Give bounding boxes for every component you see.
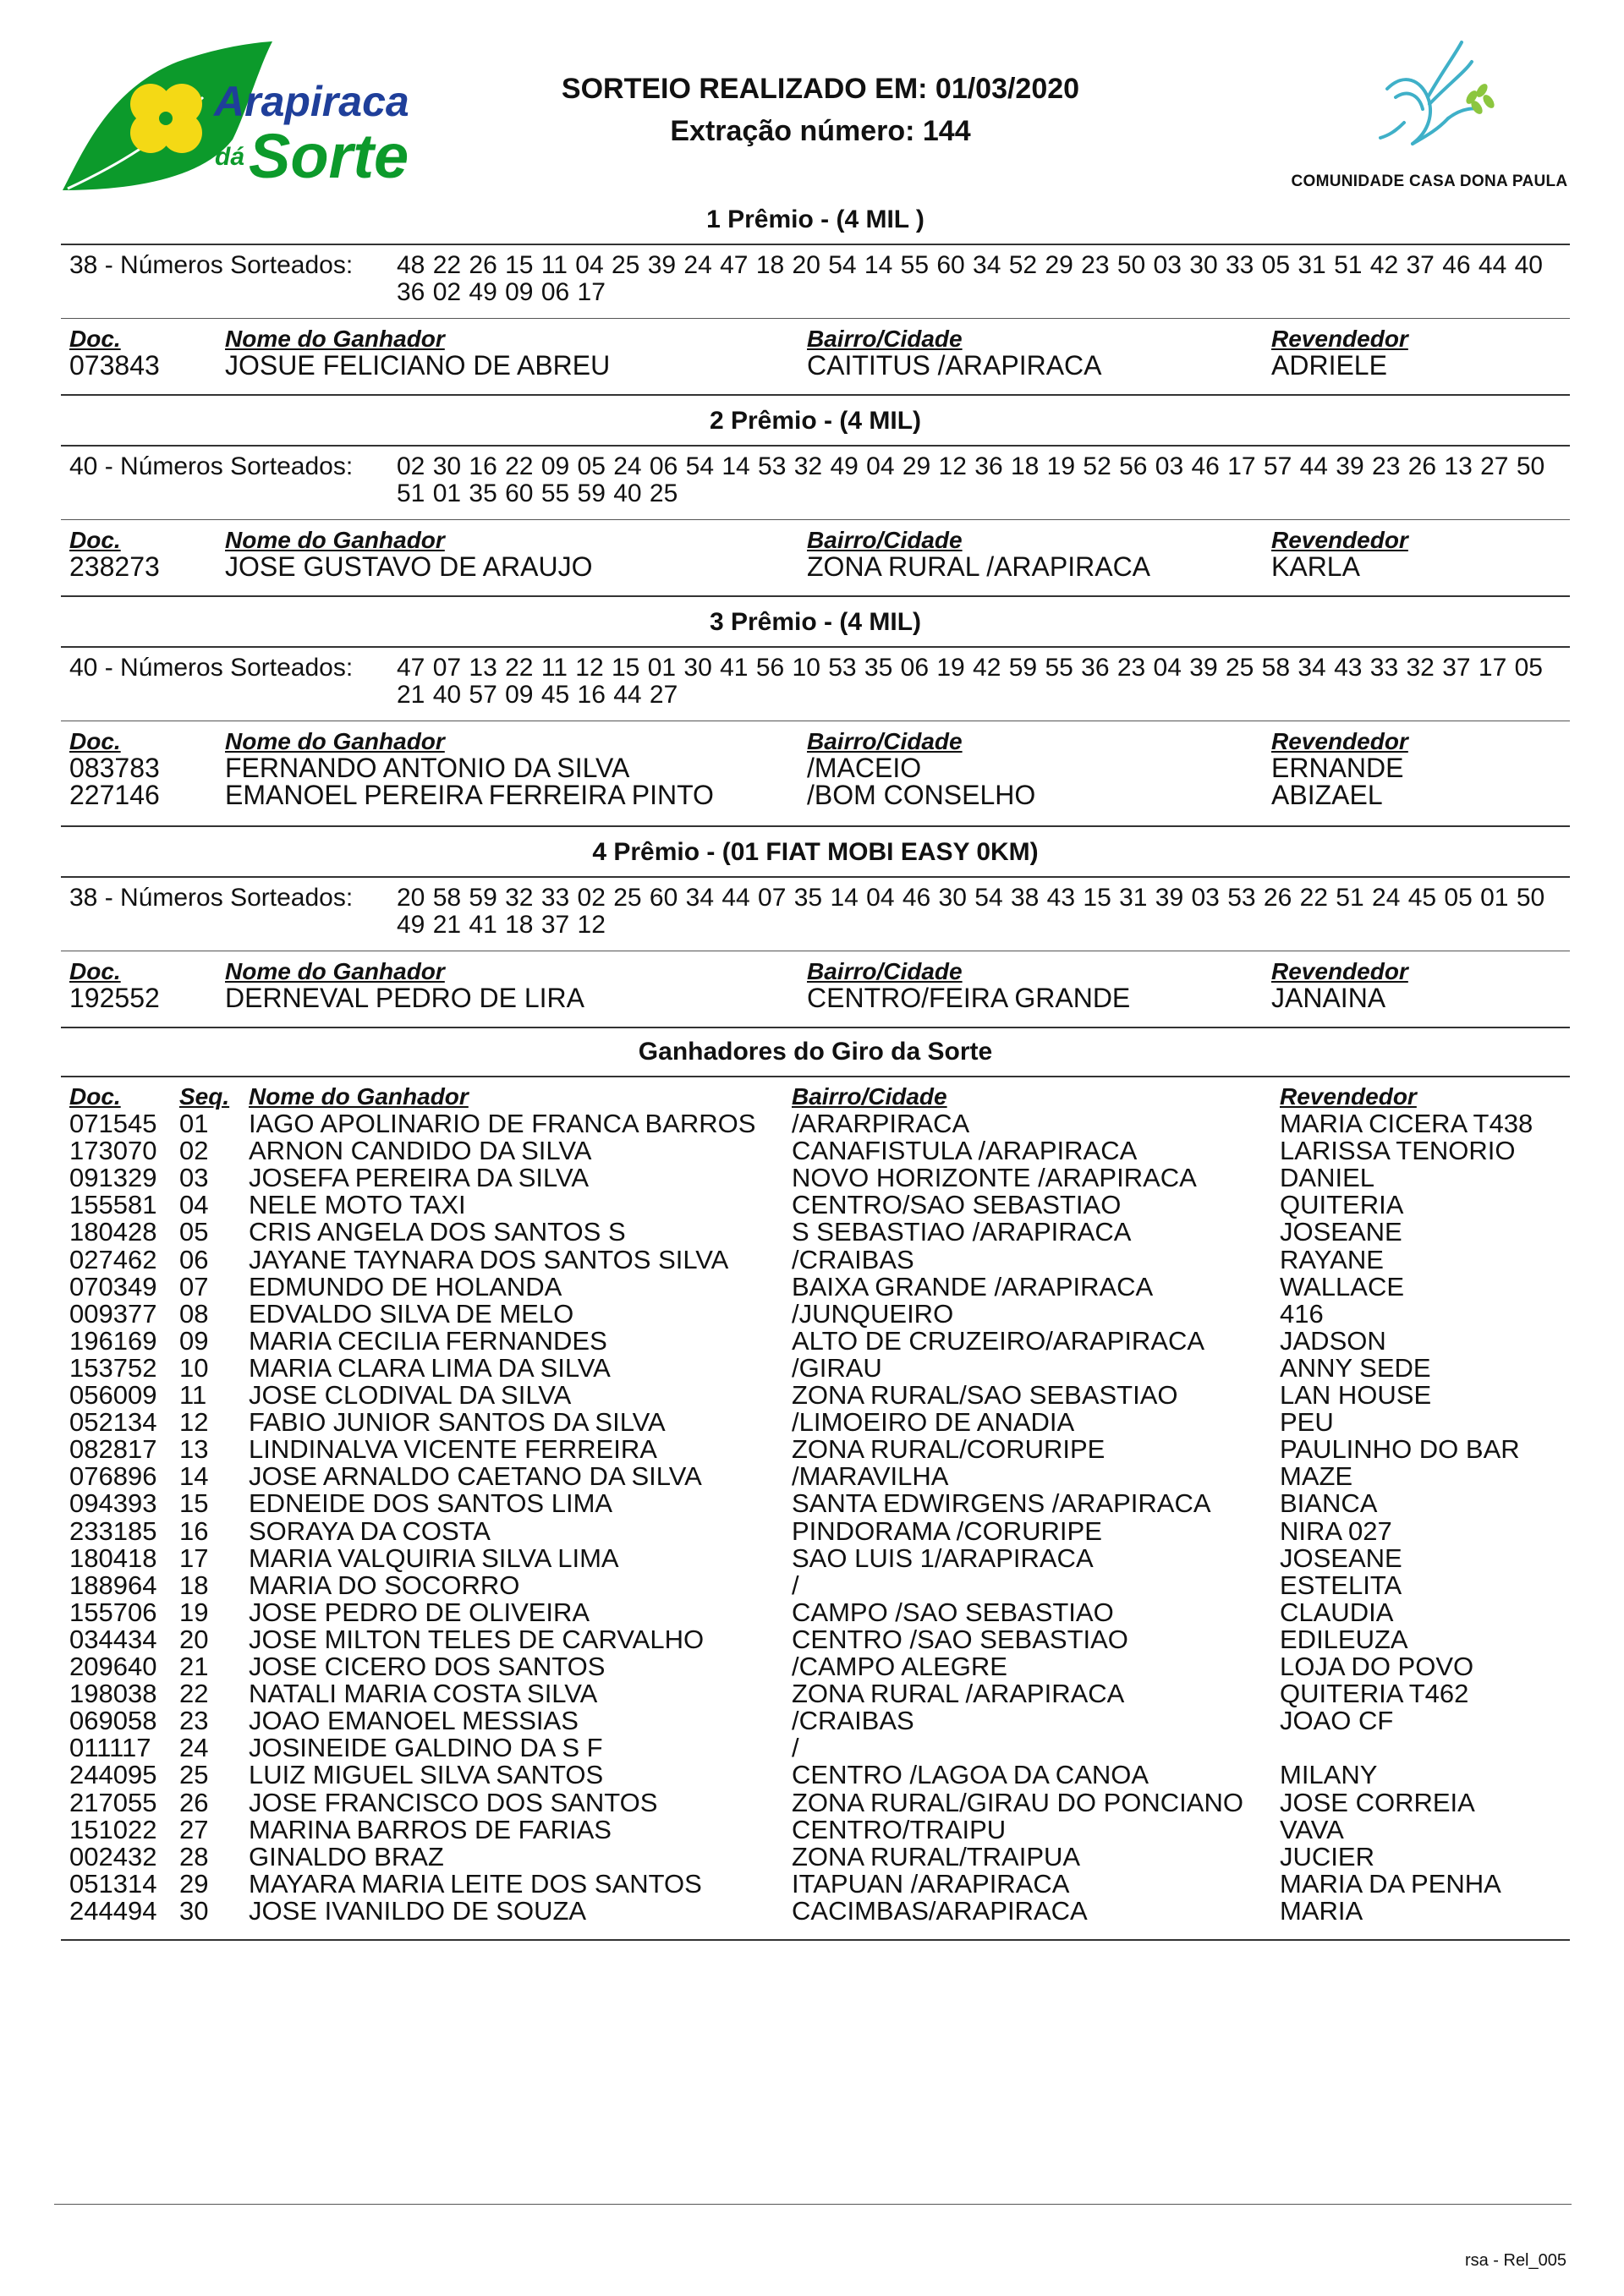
giro-seq: 08 [179, 1299, 209, 1329]
giro-doc: 151022 [69, 1815, 157, 1844]
giro-bairro: ZONA RURAL/TRAIPUA [792, 1842, 1081, 1871]
giro-name: MARIA CLARA LIMA DA SILVA [249, 1353, 611, 1383]
giro-bairro: NOVO HORIZONTE /ARAPIRACA [792, 1163, 1197, 1192]
winner-bairro: ZONA RURAL /ARAPIRACA [807, 551, 1151, 582]
divider [61, 1939, 1570, 1941]
giro-doc: 153752 [69, 1353, 157, 1383]
winner-doc: 192552 [69, 983, 160, 1013]
col-head-bairro: Bairro/Cidade [792, 1083, 947, 1110]
community-name: COMUNIDADE CASA DONA PAULA [1291, 173, 1568, 190]
winner-name: DERNEVAL PEDRO DE LIRA [225, 983, 584, 1013]
numbers-drawn-label: 40 - Números Sorteados: [69, 452, 354, 480]
prize-title: 3 Prêmio - (4 MIL) [709, 608, 922, 636]
winner-bairro: CAITITUS /ARAPIRACA [807, 350, 1102, 381]
arapiraca-da-sorte-logo [59, 38, 414, 199]
giro-name: JOSE FRANCISCO DOS SANTOS [249, 1788, 658, 1817]
giro-bairro: SAO LUIS 1/ARAPIRACA [792, 1543, 1094, 1573]
giro-doc: 196169 [69, 1326, 157, 1356]
giro-name: EDVALDO SILVA DE MELO [249, 1299, 574, 1329]
divider [61, 244, 1570, 245]
col-head-doc: Doc. [69, 958, 121, 984]
giro-revendedor: JOSEANE [1280, 1217, 1402, 1247]
divider [61, 318, 1570, 319]
giro-bairro: /CRAIBAS [792, 1706, 914, 1735]
giro-bairro: / [792, 1733, 799, 1762]
col-head-bairro: Bairro/Cidade [807, 958, 963, 984]
giro-doc: 011117 [69, 1733, 151, 1762]
dove-icon [1370, 38, 1497, 161]
giro-doc: 233185 [69, 1516, 157, 1546]
giro-bairro: CAMPO /SAO SEBASTIAO [792, 1597, 1114, 1627]
winner-revendedor: KARLA [1271, 551, 1360, 582]
col-head-name: Nome do Ganhador [225, 728, 445, 754]
winner-name: EMANOEL PEREIRA FERREIRA PINTO [225, 780, 714, 810]
giro-doc: 069058 [69, 1706, 157, 1735]
giro-seq: 21 [179, 1652, 209, 1681]
giro-bairro: CENTRO /SAO SEBASTIAO [792, 1625, 1128, 1654]
giro-doc: 180418 [69, 1543, 157, 1573]
giro-seq: 01 [179, 1109, 209, 1138]
winner-revendedor: ADRIELE [1271, 350, 1387, 381]
giro-doc: 051314 [69, 1869, 157, 1899]
giro-name: GINALDO BRAZ [249, 1842, 444, 1871]
giro-name: MARIA VALQUIRIA SILVA LIMA [249, 1543, 619, 1573]
giro-revendedor: EDILEUZA [1280, 1625, 1408, 1654]
giro-name: ARNON CANDIDO DA SILVA [249, 1136, 592, 1165]
divider [61, 595, 1570, 597]
col-head-name: Nome do Ganhador [225, 527, 445, 553]
giro-bairro: /MARAVILHA [792, 1461, 949, 1491]
giro-seq: 22 [179, 1679, 209, 1708]
giro-seq: 18 [179, 1570, 209, 1600]
giro-seq: 10 [179, 1353, 209, 1383]
col-head-bairro: Bairro/Cidade [807, 326, 963, 352]
draw-date-title: SORTEIO REALIZADO EM: 01/03/2020 [561, 73, 1080, 105]
giro-name: JOSE PEDRO DE OLIVEIRA [249, 1597, 590, 1627]
giro-revendedor: MAZE [1280, 1461, 1353, 1491]
giro-revendedor: BIANCA [1280, 1488, 1378, 1518]
giro-revendedor: MARIA DA PENHA [1280, 1869, 1501, 1899]
giro-seq: 09 [179, 1326, 209, 1356]
giro-bairro: /LIMOEIRO DE ANADIA [792, 1407, 1075, 1437]
giro-revendedor: MILANY [1280, 1760, 1378, 1789]
giro-revendedor: JOSEANE [1280, 1543, 1402, 1573]
giro-seq: 23 [179, 1706, 209, 1735]
giro-doc: 155581 [69, 1190, 157, 1219]
winner-doc: 083783 [69, 753, 160, 783]
giro-revendedor: JUCIER [1280, 1842, 1374, 1871]
giro-bairro: CENTRO /LAGOA DA CANOA [792, 1760, 1149, 1789]
giro-revendedor: LAN HOUSE [1280, 1380, 1432, 1410]
giro-name: JOAO EMANOEL MESSIAS [249, 1706, 579, 1735]
numbers-drawn: 02 30 16 22 09 05 24 06 54 14 53 32 49 04 29 12 36 18 19 52 56 03 46 17 57 44 39 23 26 13 27 50 51 01 35 60 55 59 40 25 [397, 452, 1545, 507]
giro-doc: 209640 [69, 1652, 157, 1681]
giro-bairro: S SEBASTIAO /ARAPIRACA [792, 1217, 1132, 1247]
giro-bairro: CENTRO/SAO SEBASTIAO [792, 1190, 1122, 1219]
col-head-seq: Seq. [179, 1083, 230, 1110]
giro-bairro: ZONA RURAL /ARAPIRACA [792, 1679, 1125, 1708]
giro-name: JOSE ARNALDO CAETANO DA SILVA [249, 1461, 702, 1491]
col-head-revendedor: Revendedor [1271, 326, 1408, 352]
giro-bairro: ZONA RURAL/SAO SEBASTIAO [792, 1380, 1178, 1410]
giro-bairro: /ARARPIRACA [792, 1109, 970, 1138]
report-header [474, 68, 1167, 152]
giro-revendedor: QUITERIA T462 [1280, 1679, 1469, 1708]
giro-doc: 244095 [69, 1760, 157, 1789]
giro-seq: 06 [179, 1245, 209, 1274]
col-head-revendedor: Revendedor [1271, 728, 1408, 754]
giro-seq: 27 [179, 1815, 209, 1844]
divider [61, 1027, 1570, 1028]
giro-name: JOSE MILTON TELES DE CARVALHO [249, 1625, 705, 1654]
giro-seq: 19 [179, 1597, 209, 1627]
giro-doc: 173070 [69, 1136, 157, 1165]
giro-bairro: /GIRAU [792, 1353, 882, 1383]
giro-bairro: ZONA RURAL/CORURIPE [792, 1434, 1106, 1464]
winner-bairro: CENTRO/FEIRA GRANDE [807, 983, 1131, 1013]
numbers-drawn-label: 40 - Números Sorteados: [69, 654, 354, 682]
giro-revendedor: RAYANE [1280, 1245, 1384, 1274]
giro-seq: 29 [179, 1869, 209, 1899]
giro-revendedor: MARIA [1280, 1896, 1363, 1926]
giro-name: JOSINEIDE GALDINO DA S F [249, 1733, 603, 1762]
giro-seq: 15 [179, 1488, 209, 1518]
divider [61, 394, 1570, 396]
col-head-name: Nome do Ganhador [225, 958, 445, 984]
giro-name: JOSE CICERO DOS SANTOS [249, 1652, 606, 1681]
giro-seq: 03 [179, 1163, 209, 1192]
col-head-bairro: Bairro/Cidade [807, 728, 963, 754]
winner-name: FERNANDO ANTONIO DA SILVA [225, 753, 630, 783]
numbers-drawn: 47 07 13 22 11 12 15 01 30 41 56 10 53 35 06 19 42 59 55 36 23 04 39 25 58 34 43 33 32 37 17 05 21 40 57 09 45 16 44 27 [397, 654, 1543, 709]
col-head-doc: Doc. [69, 326, 121, 352]
winner-bairro: /BOM CONSELHO [807, 780, 1036, 810]
giro-bairro: /CAMPO ALEGRE [792, 1652, 1007, 1681]
prize-title: 4 Prêmio - (01 FIAT MOBI EASY 0KM) [592, 838, 1039, 866]
giro-seq: 30 [179, 1896, 209, 1926]
giro-doc: 027462 [69, 1245, 157, 1274]
giro-bairro: / [792, 1570, 799, 1600]
giro-name: LINDINALVA VICENTE FERREIRA [249, 1434, 657, 1464]
giro-bairro: ITAPUAN /ARAPIRACA [792, 1869, 1070, 1899]
giro-bairro: PINDORAMA /CORURIPE [792, 1516, 1102, 1546]
giro-seq: 07 [179, 1272, 209, 1301]
giro-seq: 02 [179, 1136, 209, 1165]
giro-doc: 155706 [69, 1597, 157, 1627]
giro-seq: 11 [179, 1380, 207, 1410]
divider [61, 445, 1570, 447]
col-head-doc: Doc. [69, 527, 121, 553]
giro-seq: 24 [179, 1733, 209, 1762]
winner-revendedor: JANAINA [1271, 983, 1386, 1013]
giro-seq: 28 [179, 1842, 209, 1871]
prize-title: 2 Prêmio - (4 MIL) [709, 407, 922, 435]
giro-seq: 13 [179, 1434, 209, 1464]
giro-revendedor: QUITERIA [1280, 1190, 1404, 1219]
giro-bairro: ALTO DE CRUZEIRO/ARAPIRACA [792, 1326, 1205, 1356]
footer-divider [54, 2204, 1572, 2205]
giro-doc: 217055 [69, 1788, 157, 1817]
giro-revendedor: ESTELITA [1280, 1570, 1402, 1600]
col-head-doc: Doc. [69, 728, 121, 754]
giro-doc: 071545 [69, 1109, 157, 1138]
giro-revendedor: NIRA 027 [1280, 1516, 1392, 1546]
giro-doc: 009377 [69, 1299, 157, 1329]
giro-revendedor: MARIA CICERA T438 [1280, 1109, 1533, 1138]
giro-name: FABIO JUNIOR SANTOS DA SILVA [249, 1407, 666, 1437]
svg-text:dá: dá [215, 143, 245, 171]
giro-seq: 17 [179, 1543, 209, 1573]
divider [61, 519, 1570, 520]
divider [61, 825, 1570, 827]
giro-doc: 056009 [69, 1380, 157, 1410]
giro-bairro: SANTA EDWIRGENS /ARAPIRACA [792, 1488, 1211, 1518]
giro-name: MARIA CECILIA FERNANDES [249, 1326, 607, 1356]
giro-bairro: /CRAIBAS [792, 1245, 914, 1274]
giro-title: Ganhadores do Giro da Sorte [638, 1038, 993, 1066]
giro-revendedor: VAVA [1280, 1815, 1344, 1844]
giro-name: MARINA BARROS DE FARIAS [249, 1815, 612, 1844]
giro-doc: 094393 [69, 1488, 157, 1518]
giro-revendedor: CLAUDIA [1280, 1597, 1394, 1627]
giro-doc: 034434 [69, 1625, 157, 1654]
divider [61, 876, 1570, 878]
winner-revendedor: ABIZAEL [1271, 780, 1383, 810]
giro-doc: 244494 [69, 1896, 157, 1926]
winner-doc: 238273 [69, 551, 160, 582]
giro-revendedor: LARISSA TENORIO [1280, 1136, 1516, 1165]
giro-revendedor: JOAO CF [1280, 1706, 1394, 1735]
giro-revendedor: PEU [1280, 1407, 1334, 1437]
giro-name: EDNEIDE DOS SANTOS LIMA [249, 1488, 613, 1518]
numbers-drawn: 48 22 26 15 11 04 25 39 24 47 18 20 54 14 55 60 34 52 29 23 50 03 30 33 05 31 51 42 37 46 44 40 36 02 49 09 06 17 [397, 251, 1543, 306]
giro-doc: 052134 [69, 1407, 157, 1437]
giro-seq: 04 [179, 1190, 209, 1219]
giro-bairro: /JUNQUEIRO [792, 1299, 954, 1329]
giro-name: SORAYA DA COSTA [249, 1516, 491, 1546]
giro-revendedor: ANNY SEDE [1280, 1353, 1431, 1383]
giro-doc: 076896 [69, 1461, 157, 1491]
giro-name: JOSE CLODIVAL DA SILVA [249, 1380, 572, 1410]
winner-bairro: /MACEIO [807, 753, 922, 783]
giro-doc: 188964 [69, 1570, 157, 1600]
giro-doc: 180428 [69, 1217, 157, 1247]
giro-seq: 12 [179, 1407, 209, 1437]
giro-name: JOSEFA PEREIRA DA SILVA [249, 1163, 590, 1192]
giro-name: LUIZ MIGUEL SILVA SANTOS [249, 1760, 604, 1789]
giro-seq: 26 [179, 1788, 209, 1817]
col-head-revendedor: Revendedor [1280, 1083, 1417, 1110]
giro-bairro: CENTRO/TRAIPU [792, 1815, 1007, 1844]
extraction-number: Extração número: 144 [670, 115, 971, 147]
divider [61, 646, 1570, 648]
giro-bairro: CANAFISTULA /ARAPIRACA [792, 1136, 1138, 1165]
giro-name: JAYANE TAYNARA DOS SANTOS SILVA [249, 1245, 729, 1274]
giro-doc: 198038 [69, 1679, 157, 1708]
winner-doc: 227146 [69, 780, 160, 810]
col-head-name: Nome do Ganhador [225, 326, 445, 352]
giro-revendedor: WALLACE [1280, 1272, 1405, 1301]
numbers-drawn-label: 38 - Números Sorteados: [69, 884, 354, 912]
giro-name: CRIS ANGELA DOS SANTOS S [249, 1217, 626, 1247]
winner-name: JOSE GUSTAVO DE ARAUJO [225, 551, 593, 582]
giro-seq: 20 [179, 1625, 209, 1654]
giro-bairro: ZONA RURAL/GIRAU DO PONCIANO [792, 1788, 1243, 1817]
giro-name: EDMUNDO DE HOLANDA [249, 1272, 562, 1301]
giro-bairro: BAIXA GRANDE /ARAPIRACA [792, 1272, 1154, 1301]
svg-text:Sorte: Sorte [249, 121, 409, 191]
giro-revendedor: DANIEL [1280, 1163, 1374, 1192]
winner-name: JOSUE FELICIANO DE ABREU [225, 350, 611, 381]
prize-title: 1 Prêmio - (4 MIL ) [706, 205, 924, 233]
col-head-revendedor: Revendedor [1271, 958, 1408, 984]
giro-revendedor: JADSON [1280, 1326, 1386, 1356]
giro-name: NATALI MARIA COSTA SILVA [249, 1679, 598, 1708]
giro-revendedor: 416 [1280, 1299, 1324, 1329]
giro-revendedor: LOJA DO POVO [1280, 1652, 1474, 1681]
winner-revendedor: ERNANDE [1271, 753, 1404, 783]
giro-doc: 002432 [69, 1842, 157, 1871]
report-code: rsa - Rel_005 [1464, 2251, 1566, 2270]
giro-name: JOSE IVANILDO DE SOUZA [249, 1896, 587, 1926]
numbers-drawn-label: 38 - Números Sorteados: [69, 251, 354, 279]
divider [61, 1076, 1570, 1077]
svg-text:Arapiraca: Arapiraca [214, 78, 409, 125]
winner-doc: 073843 [69, 350, 160, 381]
giro-name: NELE MOTO TAXI [249, 1190, 466, 1219]
col-head-bairro: Bairro/Cidade [807, 527, 963, 553]
col-head-name: Nome do Ganhador [249, 1083, 469, 1110]
giro-revendedor: JOSE CORREIA [1280, 1788, 1475, 1817]
giro-name: MARIA DO SOCORRO [249, 1570, 520, 1600]
col-head-doc: Doc. [69, 1083, 121, 1110]
giro-doc: 070349 [69, 1272, 157, 1301]
giro-doc: 082817 [69, 1434, 157, 1464]
giro-name: IAGO APOLINARIO DE FRANCA BARROS [249, 1109, 756, 1138]
giro-doc: 091329 [69, 1163, 157, 1192]
numbers-drawn: 20 58 59 32 33 02 25 60 34 44 07 35 14 04 46 30 54 38 43 15 31 39 03 53 26 22 51 24 45 05 01 50 49 21 41 18 37 12 [397, 884, 1545, 939]
giro-seq: 05 [179, 1217, 209, 1247]
giro-seq: 25 [179, 1760, 209, 1789]
giro-revendedor: PAULINHO DO BAR [1280, 1434, 1520, 1464]
giro-name: MAYARA MARIA LEITE DOS SANTOS [249, 1869, 702, 1899]
col-head-revendedor: Revendedor [1271, 527, 1408, 553]
giro-seq: 16 [179, 1516, 209, 1546]
giro-bairro: CACIMBAS/ARAPIRACA [792, 1896, 1088, 1926]
giro-seq: 14 [179, 1461, 209, 1491]
